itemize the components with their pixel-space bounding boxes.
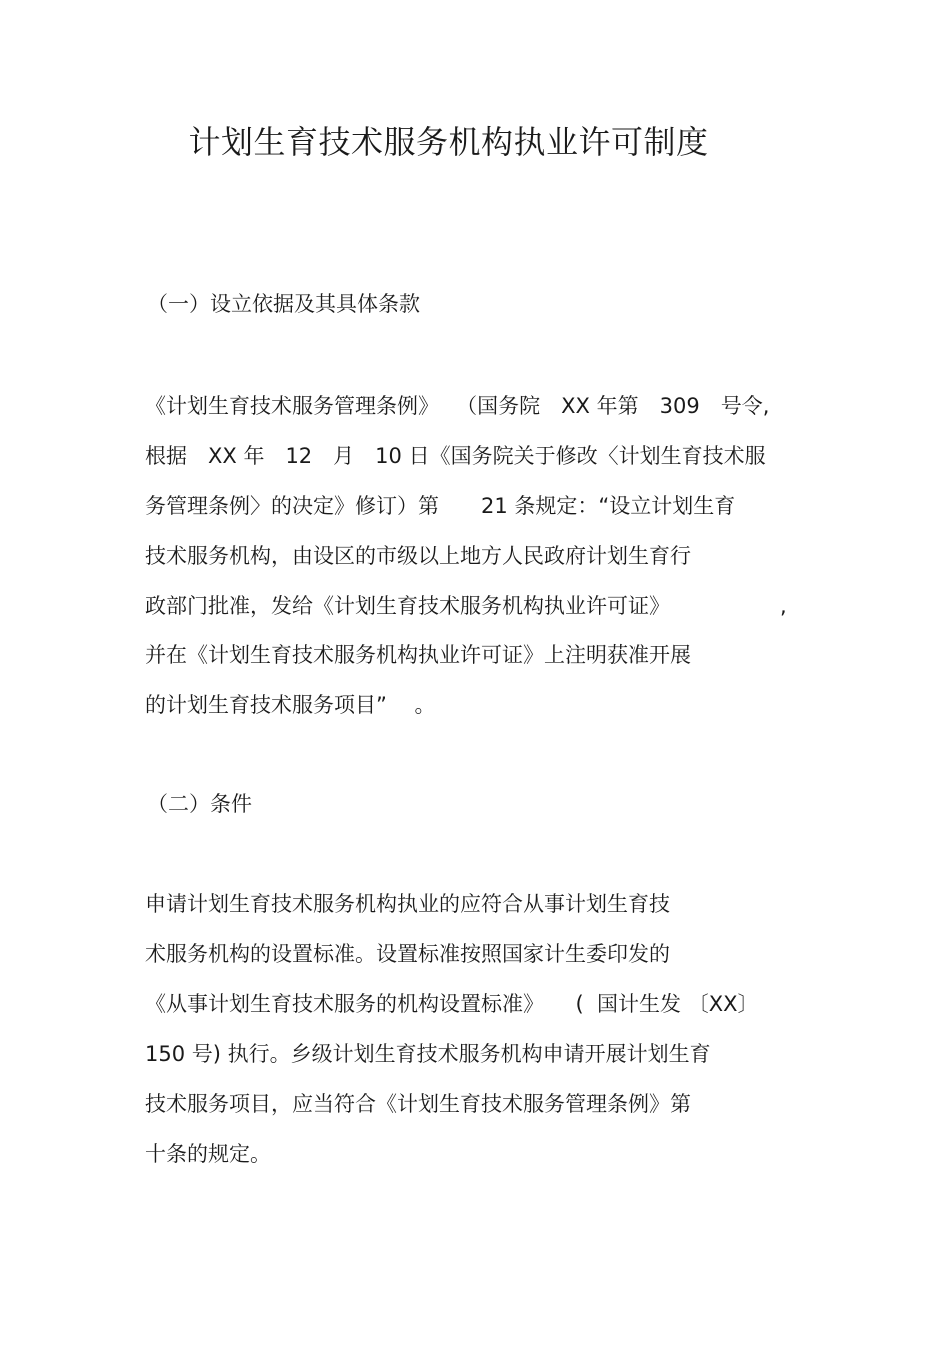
paragraph-line: 150 号) 执行。乡级计划生育技术服务机构申请开展计划生育 <box>145 1042 711 1066</box>
document-title: 计划生育技术服务机构执业许可制度 <box>188 123 709 161</box>
paragraph-line: 根据 XX 年 12 月 10 日《国务院关于修改〈计划生育技术服 <box>145 444 766 468</box>
paragraph-line: 技术服务项目，应当符合《计划生育技术服务管理条例》第 <box>145 1092 691 1116</box>
paragraph-line: 务管理条例〉的决定》修订）第 21 条规定：“设立计划生育 <box>145 494 736 518</box>
trailing-comma: , <box>780 594 787 618</box>
section-heading-conditions: （二）条件 <box>147 792 252 816</box>
paragraph-line: 政部门批准，发给《计划生育技术服务机构执业许可证》 <box>145 594 670 618</box>
paragraph-line: 十条的规定。 <box>145 1142 271 1166</box>
paragraph-line: 申请计划生育技术服务机构执业的应符合从事计划生育技 <box>145 892 670 916</box>
paragraph-line: 《计划生育技术服务管理条例》 （国务院 XX 年第 309 号令, <box>145 394 770 418</box>
paragraph-line: 并在《计划生育技术服务机构执业许可证》上注明获准开展 <box>145 643 691 667</box>
section-heading-basis: （一）设立依据及其具体条款 <box>147 292 420 316</box>
paragraph-line: 《从事计划生育技术服务的机构设置标准》 ( 国计生发 〔XX〕 <box>145 992 759 1016</box>
paragraph-line: 的计划生育技术服务项目” 。 <box>145 693 436 717</box>
paragraph-line: 技术服务机构，由设区的市级以上地方人民政府计划生育行 <box>145 544 691 568</box>
paragraph-line: 术服务机构的设置标准。设置标准按照国家计生委印发的 <box>145 942 670 966</box>
